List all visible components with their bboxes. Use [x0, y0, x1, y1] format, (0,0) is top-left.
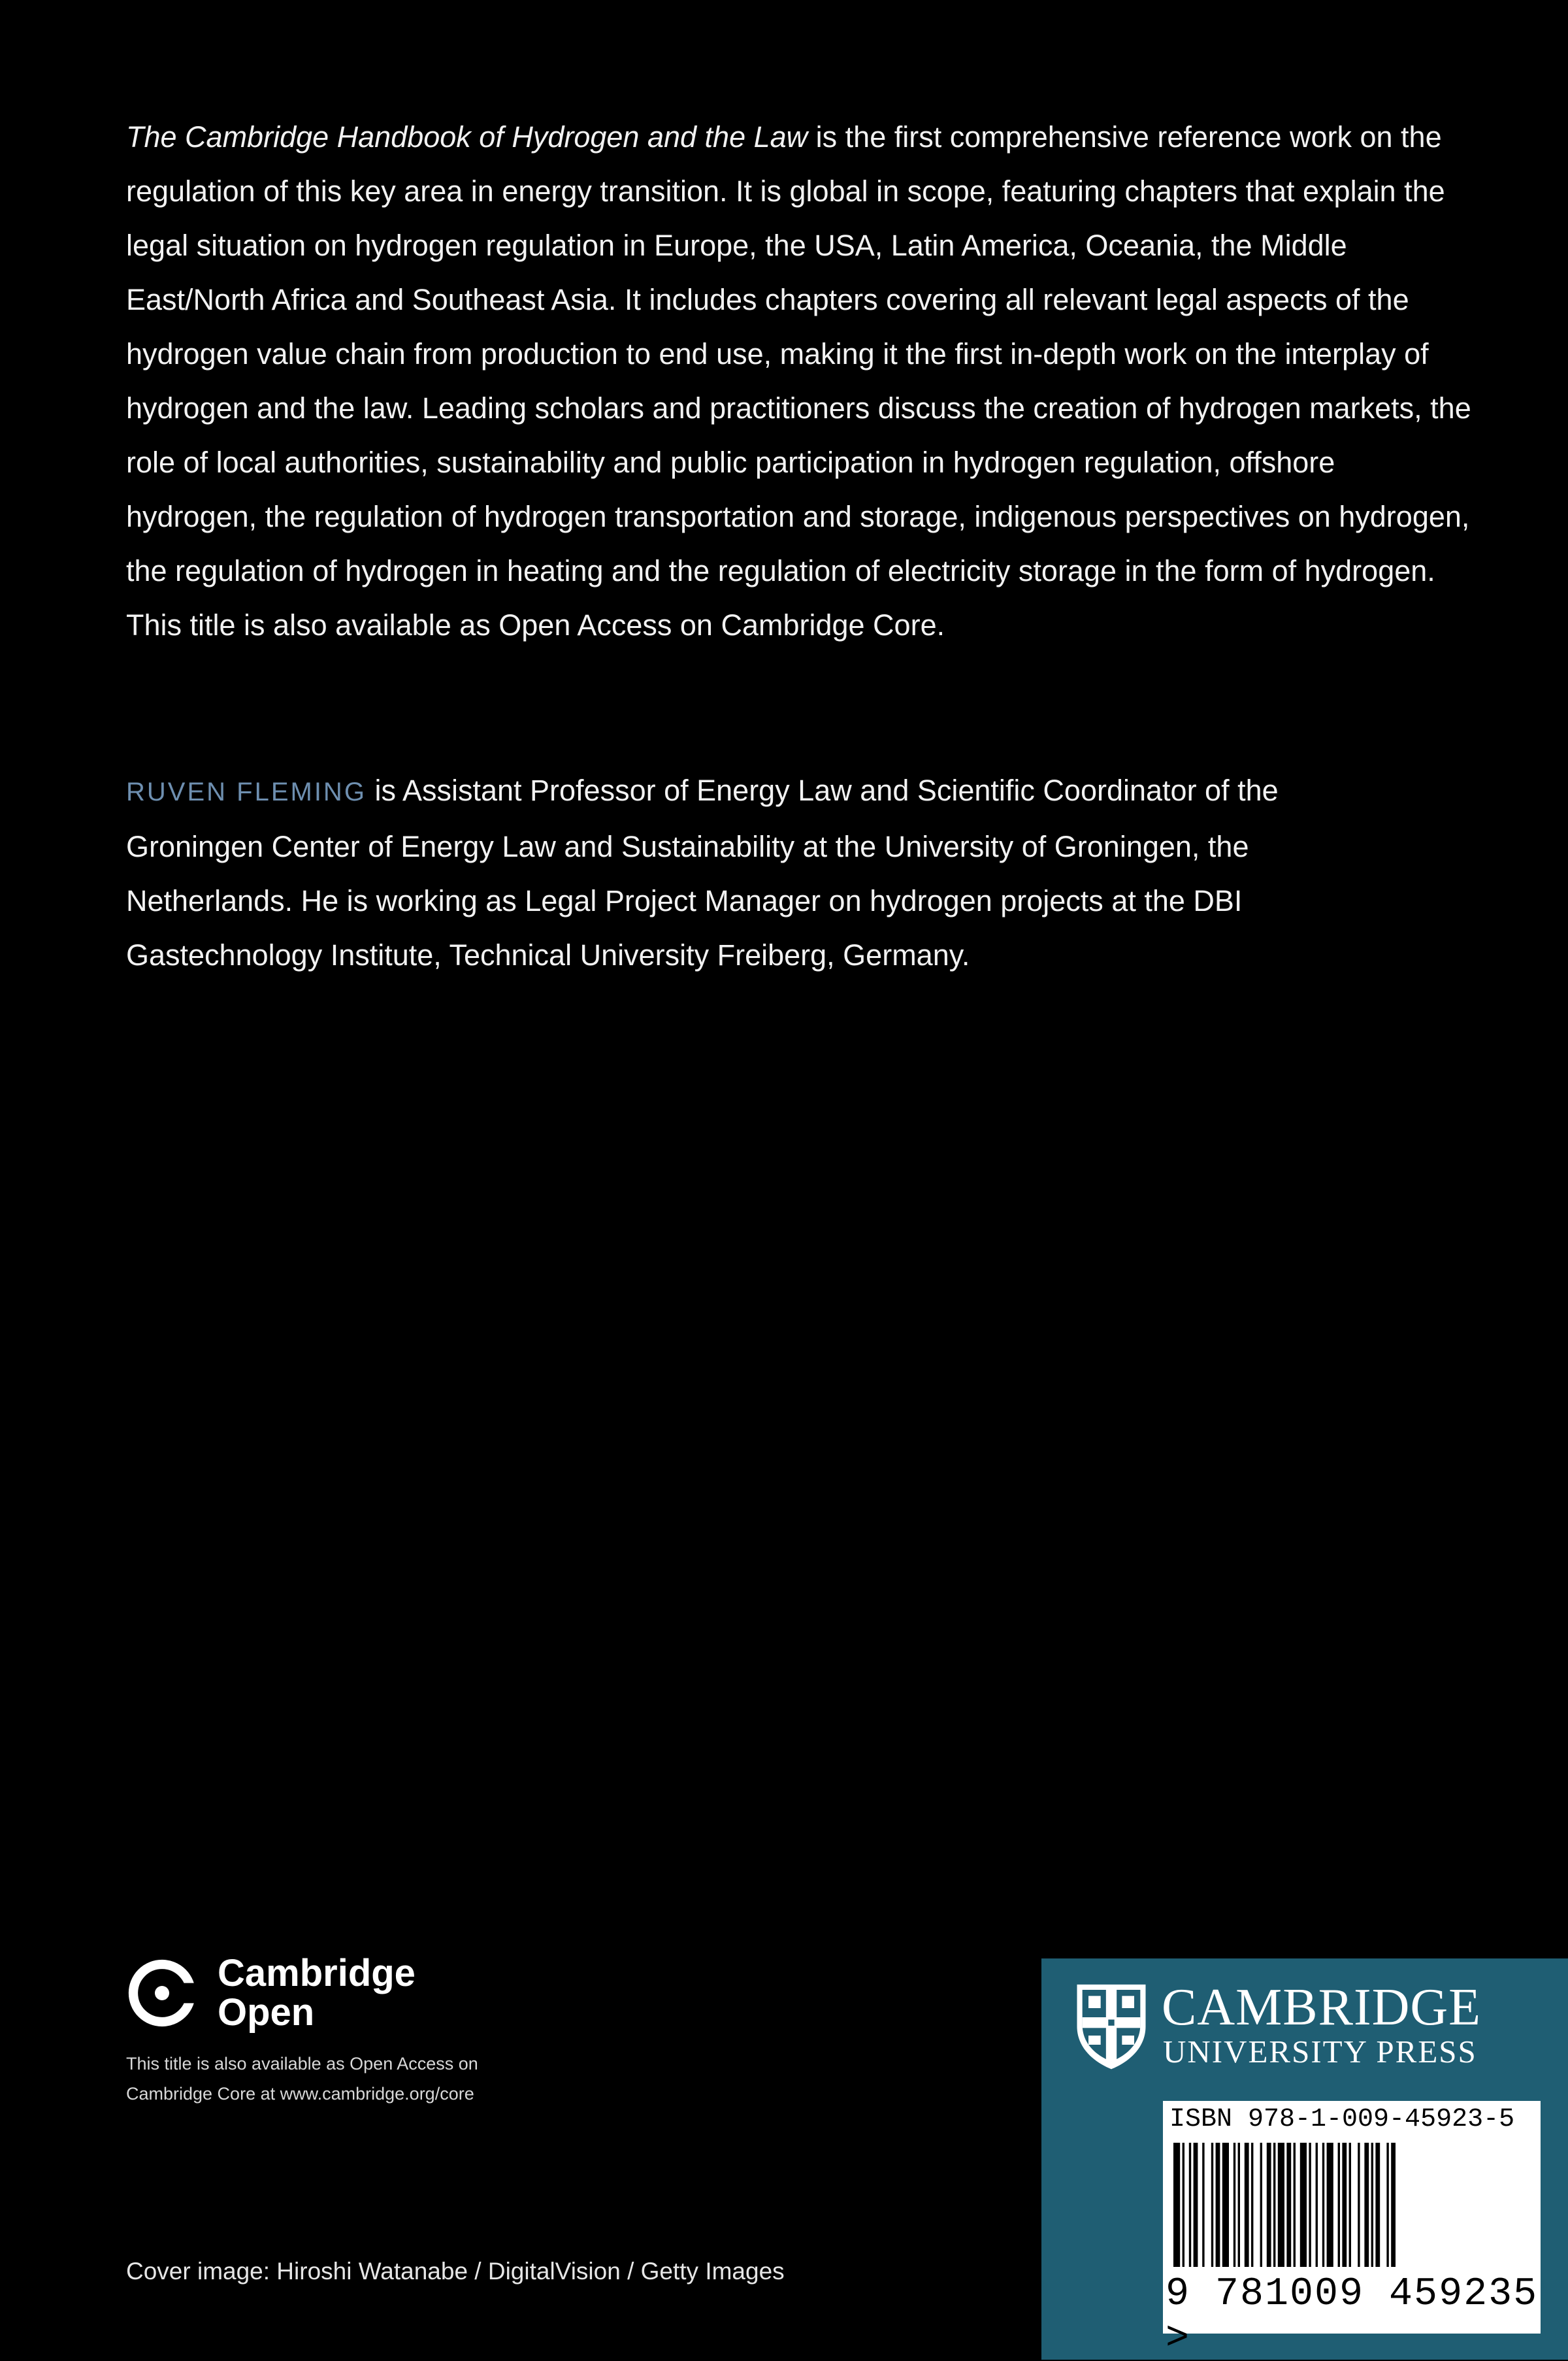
- open-access-note-line2: Cambridge Core at www.cambridge.org/core: [126, 2084, 474, 2104]
- barcode-bar: [1375, 2143, 1380, 2267]
- barcode-bar: [1391, 2143, 1396, 2267]
- barcode-bar: [1238, 2143, 1240, 2267]
- barcode-bar: [1386, 2143, 1388, 2267]
- barcode-bar: [1194, 2143, 1198, 2267]
- barcode-bar: [1309, 2143, 1311, 2267]
- publisher-panel: [1041, 1958, 1568, 2360]
- cambridge-open-logo: [126, 1954, 416, 2032]
- open-access-note: [126, 2049, 714, 2109]
- university-crest-icon: [1073, 1981, 1150, 2072]
- open-access-note-line1: This title is also available as Open Access on: [126, 2054, 478, 2073]
- author-name: RUVEN FLEMING: [126, 778, 367, 806]
- author-bio: [126, 763, 1367, 982]
- barcode-bar: [1364, 2143, 1369, 2267]
- barcode-bar: [1189, 2143, 1191, 2267]
- cover-image-credit: Cover image: Hiroshi Watanabe / DigitalVision / Getty Images: [126, 2258, 785, 2285]
- publisher-subtitle: UNIVERSITY PRESS: [1163, 2034, 1477, 2070]
- barcode-digits: 9 781009 459235 >: [1166, 2272, 1539, 2361]
- barcode-bar: [1358, 2143, 1360, 2267]
- barcode-bar: [1286, 2143, 1291, 2267]
- barcode-bar: [1216, 2143, 1220, 2267]
- open-logo-line2: Open: [218, 1991, 315, 2034]
- barcode-bar: [1267, 2143, 1271, 2267]
- barcode-bar: [1202, 2143, 1204, 2267]
- barcode-bar: [1273, 2143, 1275, 2267]
- barcode-bar: [1294, 2143, 1296, 2267]
- barcode-bar: [1300, 2143, 1307, 2267]
- barcode-bar: [1233, 2143, 1235, 2267]
- barcode-bar: [1183, 2143, 1184, 2267]
- barcode-bar: [1338, 2143, 1340, 2267]
- book-title: The Cambridge Handbook of Hydrogen and the Law: [126, 120, 808, 154]
- isbn-label: ISBN 978-1-009-45923-5: [1169, 2105, 1515, 2134]
- description-text: is the first comprehensive reference work on the regulation of this key area in energy transition. It is global in scope, featuring chapters that explain the legal situation on hydrogen regulation in Europe, the USA, Latin America, Oceania, the Middle East/North Africa and Southeast Asia. It includes chapters covering all relevant legal aspects of the hydrogen value chain from production to end use, making it the first in-depth work on the interplay of hydrogen and the law. Leading scholars and practitioners discuss the creation of hydrogen markets, the role of local authorities, sustainability and public participation in hydrogen regulation, offshore hydrogen, the regulation of hydrogen transportation and storage, indigenous perspectives on hydrogen, the regulation of hydrogen in heating and the regulation of electricity storage in the form of hydrogen. This title is also available as Open Access on Cambridge Core.: [126, 120, 1471, 642]
- barcode-bar: [1251, 2143, 1253, 2267]
- barcode-bar: [1222, 2143, 1229, 2267]
- cambridge-open-icon: [126, 1957, 198, 2029]
- barcode-bar: [1278, 2143, 1284, 2267]
- barcode-bar: [1349, 2143, 1351, 2267]
- bio-text: is Assistant Professor of Energy Law and Scientific Coordinator of the Groningen Center of Energy Law and Sustainability at the University of Groningen, the Netherlands. He is working as Legal Project Manager on hydrogen projects at the DBI Gastechnology Institute, Technical University Freiberg, Germany.: [126, 774, 1279, 972]
- book-description: [126, 110, 1472, 652]
- barcode-bars: [1173, 2143, 1500, 2267]
- barcode-bar: [1342, 2143, 1347, 2267]
- barcode-bar: [1322, 2143, 1324, 2267]
- barcode: [1163, 2101, 1541, 2361]
- publisher-name: CAMBRIDGE: [1162, 1979, 1482, 2036]
- barcode-bar: [1245, 2143, 1249, 2267]
- open-logo-line1: Cambridge: [218, 1952, 416, 1994]
- barcode-bar: [1316, 2143, 1318, 2267]
- barcode-bar: [1173, 2143, 1180, 2267]
- barcode-bar: [1327, 2143, 1333, 2267]
- barcode-bar: [1260, 2143, 1262, 2267]
- barcode-bar: [1371, 2143, 1373, 2267]
- barcode-bar: [1211, 2143, 1213, 2267]
